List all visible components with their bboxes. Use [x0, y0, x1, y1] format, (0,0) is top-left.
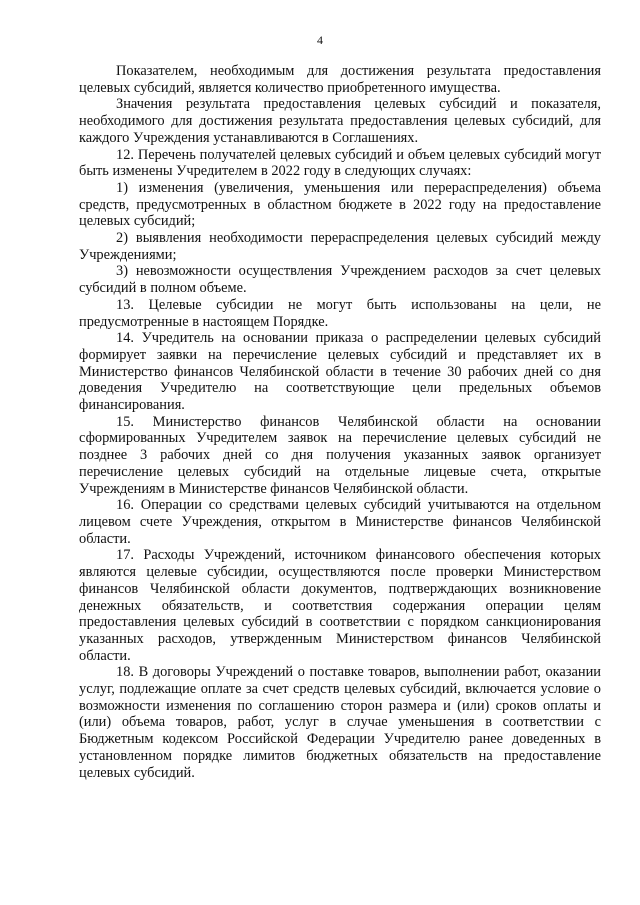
paragraph-result-values: Значения результата предоставления целевых субсидий и показателя, необходимого для достижения результата предоставления целевых субсидий, для каждого Учреждения устанавливаются в Соглашениях.: [79, 96, 601, 146]
paragraph-item-12-case-1: 1) изменения (увеличения, уменьшения или перераспределения) объема средств, предусмотренных в областном бюджете в 2022 году на предоставление целевых субсидий;: [79, 179, 601, 230]
document-body: [79, 63, 601, 781]
paragraph-item-15: 15. Министерство финансов Челябинской области на основании сформированных Учредителем заявок на перечисление целевых субсидий не позднее 3 рабочих дней со дня получения указанных заявок организует перечисление целевых субсидий на отдельные лицевые счета, открытые Учреждениям в Министерстве финансов Челябинской области.: [79, 413, 601, 497]
paragraph-item-14: 14. Учредитель на основании приказа о распределении целевых субсидий формирует заявки на перечисление целевых субсидий и представляет их в Министерство финансов Челябинской области в течение 30 рабочих дней со дня доведения Учредителю на соответствующие цели предельных объемов финансирования.: [79, 330, 601, 414]
paragraph-item-12: 12. Перечень получателей целевых субсидий и объем целевых субсидий могут быть изменены Учредителем в 2022 году в следующих случаях:: [79, 146, 601, 180]
paragraph-item-18: 18. В договоры Учреждений о поставке товаров, выполнении работ, оказании услуг, подлежащие оплате за счет средств целевых субсидий, включается условие о возможности изменения по соглашению сторон размера и (или) сроков оплаты и (или) объема товаров, работ, услуг в случае уменьшения в соответствии с Бюджетным кодексом Российской Федерации Учредителю ранее доведенных в установленном порядке лимитов бюджетных обязательств на предоставление целевых субсидий.: [79, 664, 601, 781]
paragraph-indicator: Показателем, необходимым для достижения результата предоставления целевых субсидий, является количество приобретенного имущества.: [79, 63, 601, 96]
paragraph-item-13: 13. Целевые субсидии не могут быть использованы на цели, не предусмотренные в настоящем Порядке.: [79, 296, 601, 330]
paragraph-item-17: 17. Расходы Учреждений, источником финансового обеспечения которых являются целевые субсидии, осуществляются после проверки Министерством финансов Челябинской области документов, подтверждающих возникновение денежных обязательств, и соответствия содержания операции целям предоставления целевых субсидий в соответствии с порядком санкционирования указанных расходов, утвержденным Министерством финансов Челябинской области.: [79, 547, 601, 664]
paragraph-item-12-case-2: 2) выявления необходимости перераспределения целевых субсидий между Учреждениями;: [79, 230, 601, 263]
page-number: 4: [317, 33, 323, 47]
paragraph-item-16: 16. Операции со средствами целевых субсидий учитываются на отдельном лицевом счете Учреждения, открытом в Министерстве финансов Челябинской области.: [79, 497, 601, 547]
paragraph-item-12-case-3: 3) невозможности осуществления Учреждением расходов за счет целевых субсидий в полном объеме.: [79, 263, 601, 297]
